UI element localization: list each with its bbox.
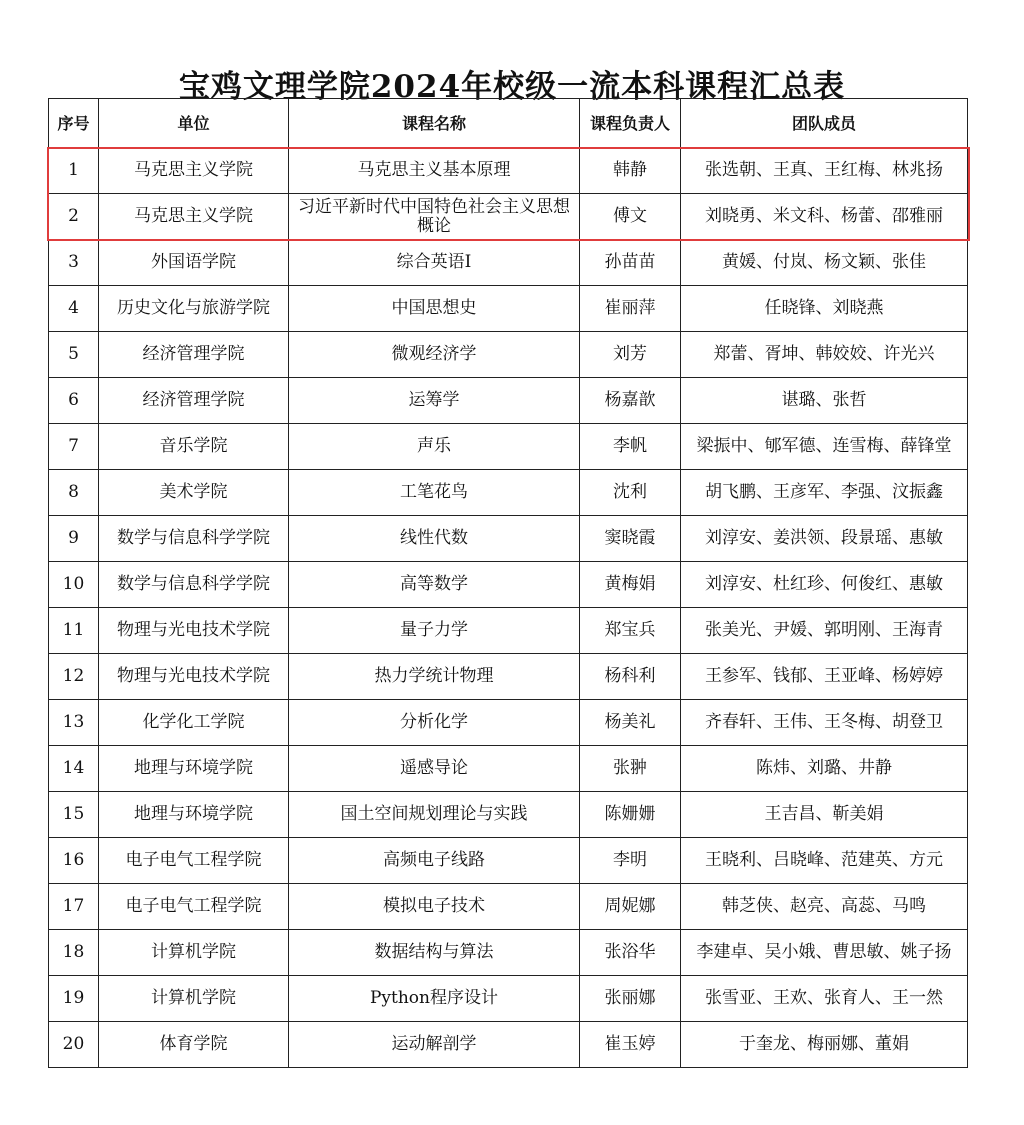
cell-no: 7 (49, 424, 99, 470)
header-unit: 单位 (99, 99, 289, 148)
document-title: 宝鸡文理学院2024年校级一流本科课程汇总表 (178, 68, 846, 105)
table-row (49, 1022, 968, 1068)
table-row (49, 562, 968, 608)
table-row (49, 148, 968, 194)
table-header-row (49, 99, 968, 148)
cell-lead: 崔玉婷 (580, 1022, 681, 1068)
cell-team: 张美光、尹媛、郭明刚、王海青 (681, 608, 968, 654)
cell-course: 中国思想史 (289, 286, 580, 332)
cell-lead: 周妮娜 (580, 884, 681, 930)
table-row (49, 378, 968, 424)
cell-no: 20 (49, 1022, 99, 1068)
cell-unit: 经济管理学院 (99, 332, 289, 378)
table-row (49, 286, 968, 332)
cell-unit: 地理与环境学院 (99, 746, 289, 792)
cell-lead: 张丽娜 (580, 976, 681, 1022)
cell-lead: 刘芳 (580, 332, 681, 378)
cell-course: 量子力学 (289, 608, 580, 654)
cell-lead: 张翀 (580, 746, 681, 792)
cell-team: 王晓利、吕晓峰、范建英、方元 (681, 838, 968, 884)
cell-lead: 窦晓霞 (580, 516, 681, 562)
cell-team: 任晓锋、刘晓燕 (681, 286, 968, 332)
cell-course: 数据结构与算法 (289, 930, 580, 976)
cell-course: 运动解剖学 (289, 1022, 580, 1068)
header-team: 团队成员 (681, 99, 968, 148)
cell-no: 3 (49, 240, 99, 286)
table-row (49, 608, 968, 654)
table-row (49, 930, 968, 976)
cell-team: 韩芝侠、赵亮、高蕊、马鸣 (681, 884, 968, 930)
cell-team: 王参军、钱郁、王亚峰、杨婷婷 (681, 654, 968, 700)
cell-no: 4 (49, 286, 99, 332)
cell-course: 国土空间规划理论与实践 (289, 792, 580, 838)
cell-no: 19 (49, 976, 99, 1022)
cell-course: 遥感导论 (289, 746, 580, 792)
cell-lead: 傅文 (580, 194, 681, 240)
cell-lead: 李帆 (580, 424, 681, 470)
header-lead: 课程负责人 (580, 99, 681, 148)
cell-unit: 物理与光电技术学院 (99, 654, 289, 700)
cell-course: 运筹学 (289, 378, 580, 424)
cell-lead: 黄梅娟 (580, 562, 681, 608)
cell-no: 2 (49, 194, 99, 240)
cell-team: 陈炜、刘璐、井静 (681, 746, 968, 792)
cell-course: 微观经济学 (289, 332, 580, 378)
cell-team: 李建卓、吴小娥、曹思敏、姚子扬 (681, 930, 968, 976)
cell-team: 刘晓勇、米文科、杨蕾、邵雅丽 (681, 194, 968, 240)
cell-team: 郑蕾、胥坤、韩姣姣、许光兴 (681, 332, 968, 378)
cell-course: 分析化学 (289, 700, 580, 746)
cell-course: 高频电子线路 (289, 838, 580, 884)
cell-unit: 电子电气工程学院 (99, 884, 289, 930)
cell-unit: 计算机学院 (99, 930, 289, 976)
cell-unit: 马克思主义学院 (99, 194, 289, 240)
cell-lead: 杨科利 (580, 654, 681, 700)
cell-no: 9 (49, 516, 99, 562)
cell-course: 声乐 (289, 424, 580, 470)
header-no: 序号 (49, 99, 99, 148)
cell-no: 1 (49, 148, 99, 194)
table-row (49, 470, 968, 516)
cell-no: 15 (49, 792, 99, 838)
table-row (49, 424, 968, 470)
cell-unit: 音乐学院 (99, 424, 289, 470)
table-row (49, 976, 968, 1022)
cell-no: 12 (49, 654, 99, 700)
header-course: 课程名称 (289, 99, 580, 148)
table-row (49, 746, 968, 792)
cell-unit: 电子电气工程学院 (99, 838, 289, 884)
table-row (49, 516, 968, 562)
cell-team: 张选朝、王真、王红梅、林兆扬 (681, 148, 968, 194)
cell-no: 13 (49, 700, 99, 746)
cell-unit: 外国语学院 (99, 240, 289, 286)
table-row (49, 792, 968, 838)
cell-lead: 郑宝兵 (580, 608, 681, 654)
cell-unit: 地理与环境学院 (99, 792, 289, 838)
cell-lead: 孙苗苗 (580, 240, 681, 286)
cell-course: 高等数学 (289, 562, 580, 608)
cell-team: 齐春轩、王伟、王冬梅、胡登卫 (681, 700, 968, 746)
cell-course: 综合英语I (289, 240, 580, 286)
cell-unit: 数学与信息科学学院 (99, 516, 289, 562)
course-summary-table (48, 98, 968, 1068)
cell-course: 马克思主义基本原理 (289, 148, 580, 194)
cell-lead: 杨美礼 (580, 700, 681, 746)
cell-team: 谌璐、张哲 (681, 378, 968, 424)
table-row (49, 332, 968, 378)
cell-no: 14 (49, 746, 99, 792)
cell-course: 线性代数 (289, 516, 580, 562)
table-row (49, 654, 968, 700)
cell-unit: 历史文化与旅游学院 (99, 286, 289, 332)
cell-no: 17 (49, 884, 99, 930)
cell-unit: 马克思主义学院 (99, 148, 289, 194)
table-row (49, 700, 968, 746)
cell-team: 胡飞鹏、王彦军、李强、汶振鑫 (681, 470, 968, 516)
table-row (49, 884, 968, 930)
table-row (49, 838, 968, 884)
cell-unit: 体育学院 (99, 1022, 289, 1068)
cell-no: 10 (49, 562, 99, 608)
cell-lead: 杨嘉歆 (580, 378, 681, 424)
cell-team: 刘淳安、姜洪领、段景瑶、惠敏 (681, 516, 968, 562)
cell-team: 张雪亚、王欢、张育人、王一然 (681, 976, 968, 1022)
cell-lead: 沈利 (580, 470, 681, 516)
cell-team: 王吉昌、靳美娟 (681, 792, 968, 838)
table-row (49, 240, 968, 286)
cell-lead: 韩静 (580, 148, 681, 194)
cell-no: 8 (49, 470, 99, 516)
cell-lead: 崔丽萍 (580, 286, 681, 332)
cell-no: 5 (49, 332, 99, 378)
cell-no: 18 (49, 930, 99, 976)
cell-course: Python程序设计 (289, 976, 580, 1022)
cell-unit: 化学化工学院 (99, 700, 289, 746)
cell-course: 热力学统计物理 (289, 654, 580, 700)
cell-unit: 数学与信息科学学院 (99, 562, 289, 608)
cell-lead: 张浴华 (580, 930, 681, 976)
table-row (49, 194, 968, 240)
cell-course: 工笔花鸟 (289, 470, 580, 516)
cell-lead: 陈姗姗 (580, 792, 681, 838)
cell-unit: 计算机学院 (99, 976, 289, 1022)
cell-team: 刘淳安、杜红珍、何俊红、惠敏 (681, 562, 968, 608)
cell-course: 习近平新时代中国特色社会主义思想概论 (289, 194, 580, 240)
cell-no: 16 (49, 838, 99, 884)
cell-course: 模拟电子技术 (289, 884, 580, 930)
cell-team: 黄媛、付岚、杨文颖、张佳 (681, 240, 968, 286)
cell-no: 11 (49, 608, 99, 654)
cell-unit: 经济管理学院 (99, 378, 289, 424)
cell-lead: 李明 (580, 838, 681, 884)
cell-team: 梁振中、郇军德、连雪梅、薛锋堂 (681, 424, 968, 470)
cell-no: 6 (49, 378, 99, 424)
cell-unit: 美术学院 (99, 470, 289, 516)
cell-team: 于奎龙、梅丽娜、董娟 (681, 1022, 968, 1068)
cell-unit: 物理与光电技术学院 (99, 608, 289, 654)
